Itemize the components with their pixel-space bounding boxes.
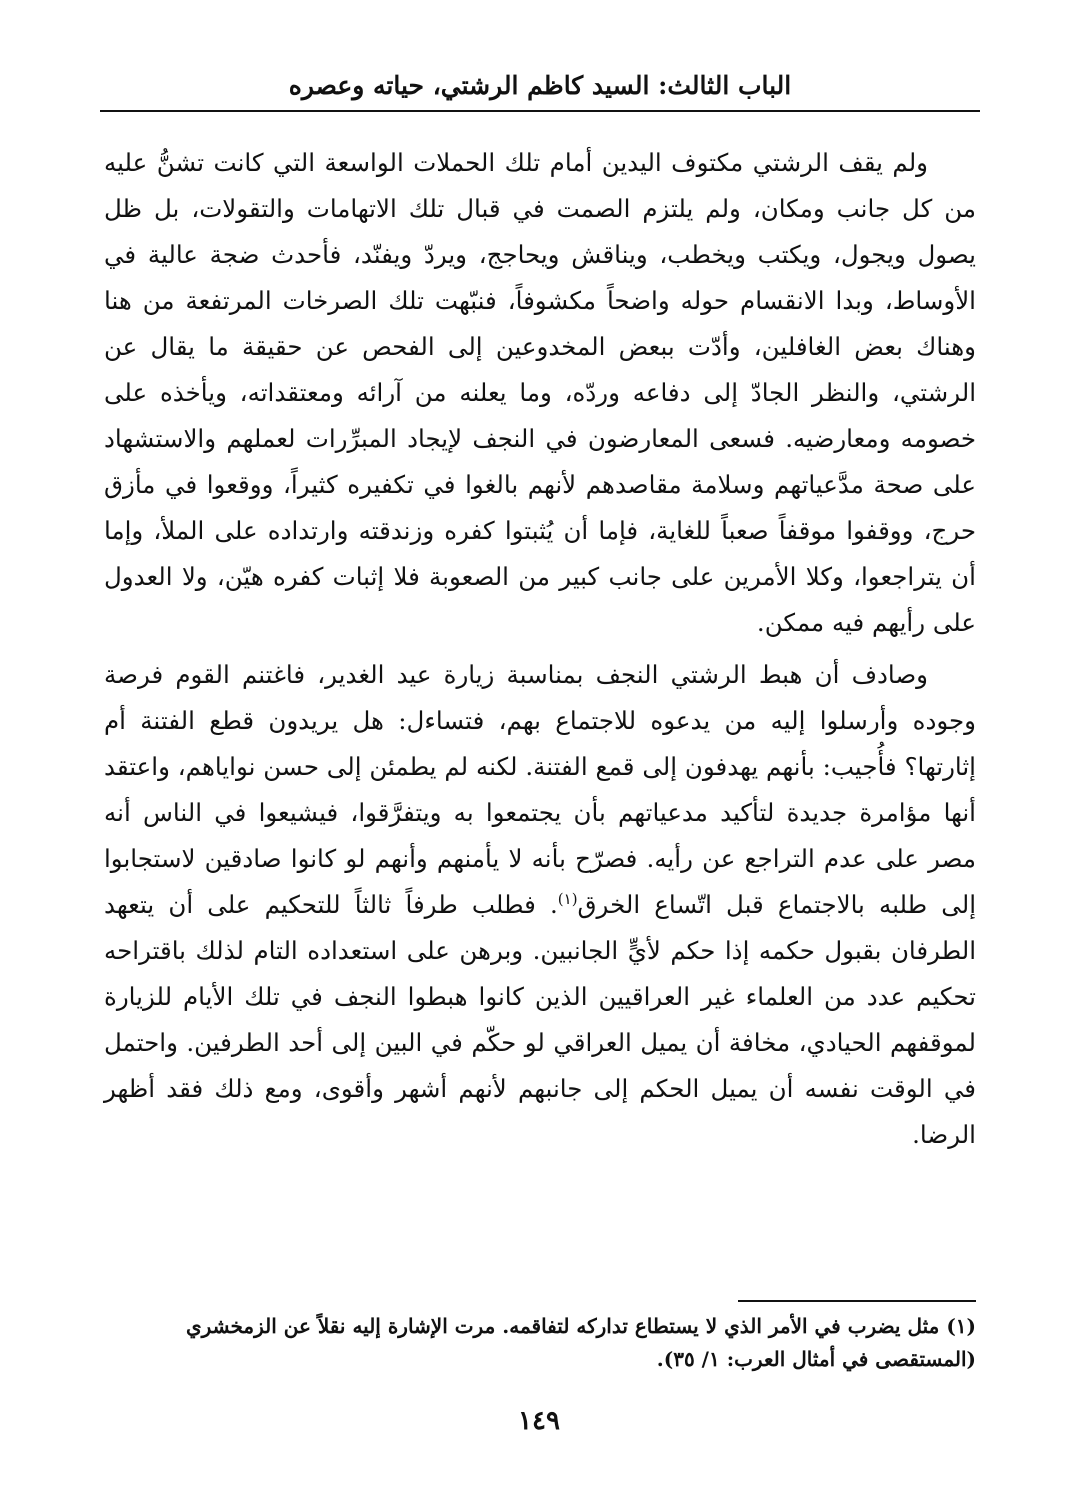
footnote-rule bbox=[738, 1300, 976, 1302]
paragraph-2-part-1: وصادف أن هبط الرشتي النجف بمناسبة زيارة عيد الغدير، فاغتنم القوم فرصة وجوده وأرسلوا إليه من يدعوه للاجتماع بهم، فتساءل: هل يريدون قطع الفتنة أم إثارتها؟ فأُجيب: بأنهم يهدفون إلى قمع الفتنة. لكنه لم يطمئن إلى حسن نواياهم، واعتقد أنها مؤامرة جديدة لتأكيد مدعياتهم بأن يجتمعوا به ويتفرَّقوا، فيشيعوا في الناس أنه مصر على عدم التراجع عن رأيه. فصرّح بأنه لا يأمنهم وأنهم لو كانوا صادقين لاستجابوا إلى طلبه بالاجتماع قبل اتّساع الخرق bbox=[104, 660, 977, 919]
footnote-text: مثل يضرب في الأمر الذي لا يستطاع تداركه لتفاقمه. مرت الإشارة إليه نقلاً عن الزمخشري (المستقصى في أمثال العرب: ١/ ٣٥). bbox=[185, 1314, 976, 1371]
paragraph-1: ولم يقف الرشتي مكتوف اليدين أمام تلك الحملات الواسعة التي كانت تشنُّ عليه من كل جانب ومكان، ولم يلتزم الصمت في قبال تلك الاتهامات والتقولات، بل ظل يصول ويجول، ويكتب ويخطب، ويناقش ويحاجج، ويردّ ويفنّد، فأحدث ضجة عالية في الأوساط، وبدا الانقسام حوله واضحاً مكشوفاً، فنبّهت تلك الصرخات المرتفعة من هنا وهناك بعض الغافلين، وأدّت ببعض المخدوعين إلى الفحص عن حقيقة ما يقال عن الرشتي، والنظر الجادّ إلى دفاعه وردّه، وما يعلنه من آرائه ومعتقداته، ويأخذه على خصومه ومعارضيه. فسعى المعارضون في النجف لإيجاد المبرِّرات لعملهم والاستشهاد على صحة مدَّعياتهم وسلامة مقاصدهم لأنهم بالغوا في تكفيره كثيراً، ووقعوا في مأزق حرج، ووقفوا موقفاً صعباً للغاية، فإما أن يُثبتوا كفره وزندقته وارتداده على الملأ، وإما أن يتراجعوا، وكلا الأمرين على جانب كبير من الصعوبة فلا إثبات كفره هيّن، ولا العدول على رأيهم فيه ممكن. bbox=[104, 148, 976, 637]
footnote bbox=[104, 1310, 976, 1376]
header-rule bbox=[100, 110, 980, 112]
main-text bbox=[104, 140, 976, 1158]
paragraph-2 bbox=[104, 652, 976, 1158]
page-number: ١٤٩ bbox=[518, 1406, 560, 1436]
footnote-reference[interactable]: (١) bbox=[557, 889, 578, 908]
footnote-number: (١) bbox=[946, 1314, 976, 1338]
paragraph-2-part-2: . فطلب طرفاً ثالثاً للتحكيم على أن يتعهد الطرفان بقبول حكمه إذا حكم لأيٍّ الجانبين. وبرهن على استعداده التام لذلك باقتراحه تحكيم عدد من العلماء غير العراقيين الذين كانوا هبطوا النجف في تلك الأيام للزيارة لموقفهم الحيادي، مخافة أن يميل العراقي لو حكّم في البين إلى أحد الطرفين. واحتمل في الوقت نفسه أن يميل الحكم إلى جانبهم لأنهم أشهر وأقوى، ومع ذلك فقد أظهر الرضا. bbox=[104, 890, 976, 1149]
running-header: الباب الثالث: السيد كاظم الرشتي، حياته وعصره bbox=[288, 71, 792, 100]
